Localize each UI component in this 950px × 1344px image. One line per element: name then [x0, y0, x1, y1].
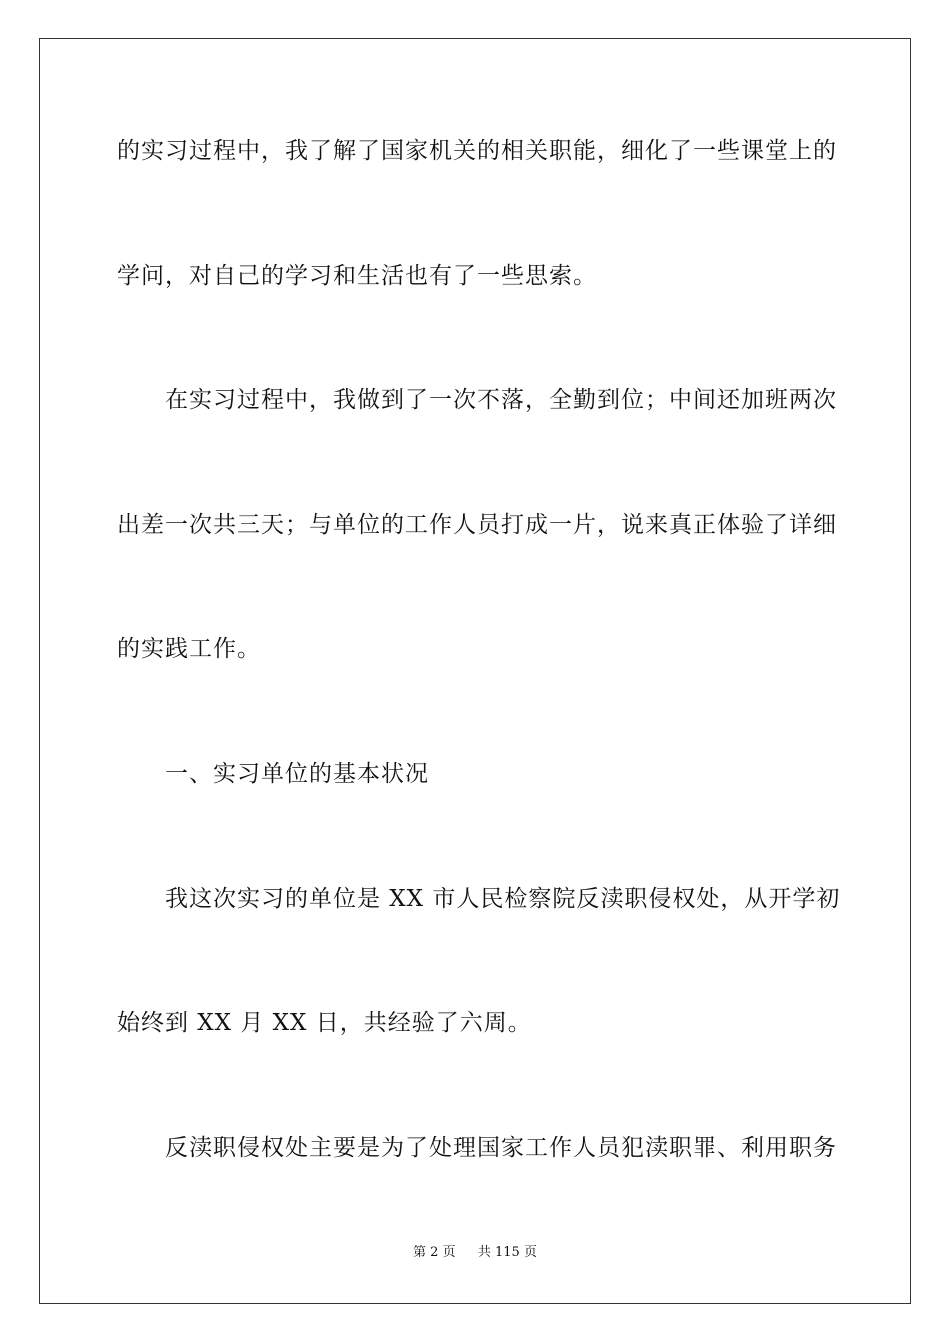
page-footer [0, 1244, 950, 1262]
body-text-line-2: 学问，对自己的学习和生活也有了一些思索。 [117, 263, 597, 289]
page-number: 第 2 页 [413, 1245, 456, 1260]
body-text-line-1: 的实习过程中，我了解了国家机关的相关职能，细化了一些课堂上的 [117, 138, 837, 164]
section-heading: 一、实习单位的基本状况 [165, 761, 429, 787]
body-text-line-9: 反渎职侵权处主要是为了处理国家工作人员犯渎职罪、利用职务 [165, 1135, 837, 1161]
body-text-line-7: 我这次实习的单位是 XX 市人民检察院反渎职侵权处，从开学初 [165, 886, 841, 912]
body-text-line-4: 出差一次共三天；与单位的工作人员打成一片，说来真正体验了详细 [117, 512, 837, 538]
body-text-line-8: 始终到 XX 月 XX 日，共经验了六周。 [117, 1010, 532, 1036]
page-total: 共 115 页 [477, 1245, 537, 1260]
page-border [39, 38, 911, 1304]
body-text-line-5: 的实践工作。 [117, 636, 261, 662]
body-text-line-3: 在实习过程中，我做到了一次不落，全勤到位；中间还加班两次 [165, 387, 837, 413]
